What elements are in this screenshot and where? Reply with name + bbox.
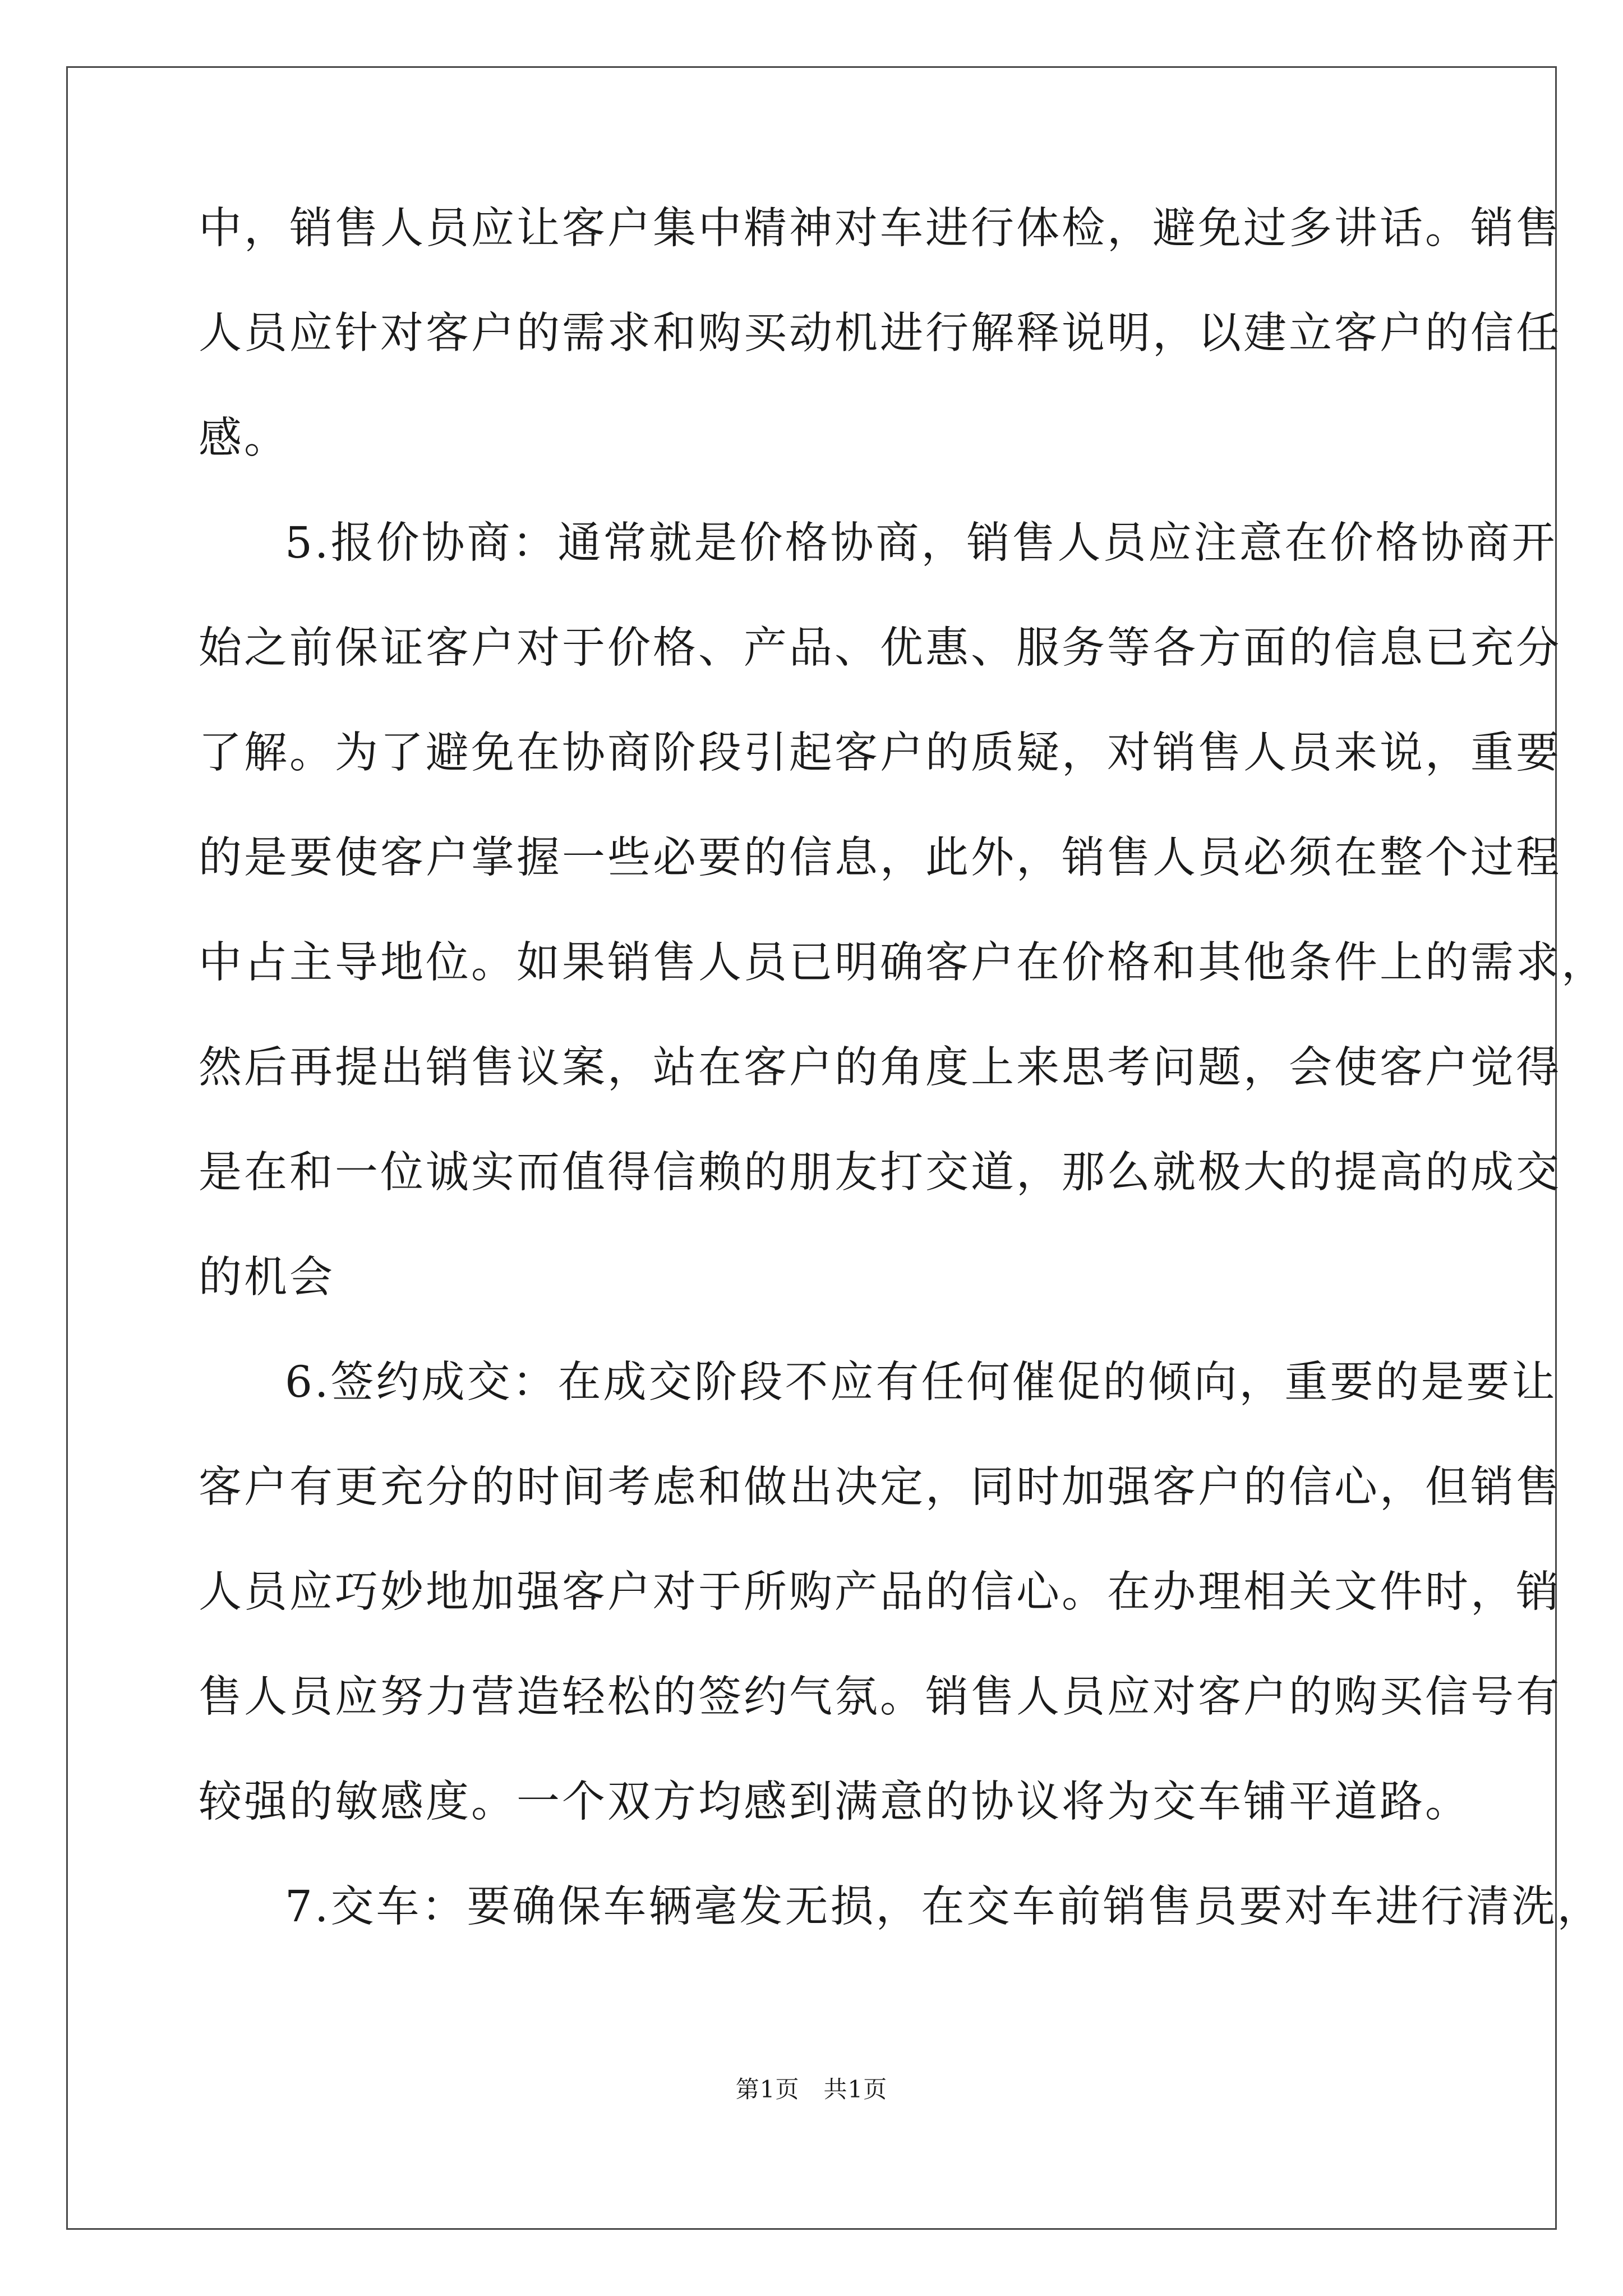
text-line: 售人员应努力营造轻松的签约气氛。销售人员应对客户的购买信号有 [199,1672,1561,1722]
text-line: 是在和一位诚实而值得信赖的朋友打交道，那么就极大的提高的成交 [199,1148,1561,1198]
text-line: 始之前保证客户对于价格、产品、优惠、服务等各方面的信息已充分 [199,623,1561,673]
paragraph-price-negotiation [199,517,1607,1304]
text-line: 的机会 [199,1253,335,1303]
paragraph-delivery [199,1880,1603,1934]
text-line: 6.签约成交：在成交阶段不应有任何催促的倾向，重要的是要让 [285,1358,1557,1407]
text-line: 中，销售人员应让客户集中精神对车进行体检，避免过多讲话。销售 [199,204,1561,254]
text-line: 7.交车：要确保车辆毫发无损，在交车前销售员要对车进行清洗， [285,1882,1603,1932]
text-line: 的是要使客户掌握一些必要的信息，此外，销售人员必须在整个过程 [199,833,1561,883]
paragraph-signing-deal [199,1356,1561,1829]
text-line: 感。 [199,413,289,463]
paragraph-inspection-continued [199,202,1561,465]
text-line: 然后再提出销售议案，站在客户的角度上来思考问题，会使客户觉得 [199,1043,1561,1093]
page-number-footer: 第1页 共1页 [735,2076,888,2103]
text-line: 人员应巧妙地加强客户对于所购产品的信心。在办理相关文件时，销 [199,1567,1561,1617]
text-line: 了解。为了避免在协商阶段引起客户的质疑，对销售人员来说，重要 [199,728,1561,778]
text-line: 较强的敏感度。一个双方均感到满意的协议将为交车铺平道路。 [199,1777,1470,1827]
document-body [199,202,1607,1985]
text-line: 中占主导地位。如果销售人员已明确客户在价格和其他条件上的需求， [199,938,1607,988]
text-line: 客户有更充分的时间考虑和做出决定，同时加强客户的信心，但销售 [199,1462,1561,1512]
text-line: 5.报价协商：通常就是价格协商，销售人员应注意在价格协商开 [285,518,1557,568]
text-line: 人员应针对客户的需求和购买动机进行解释说明，以建立客户的信任 [199,309,1561,358]
